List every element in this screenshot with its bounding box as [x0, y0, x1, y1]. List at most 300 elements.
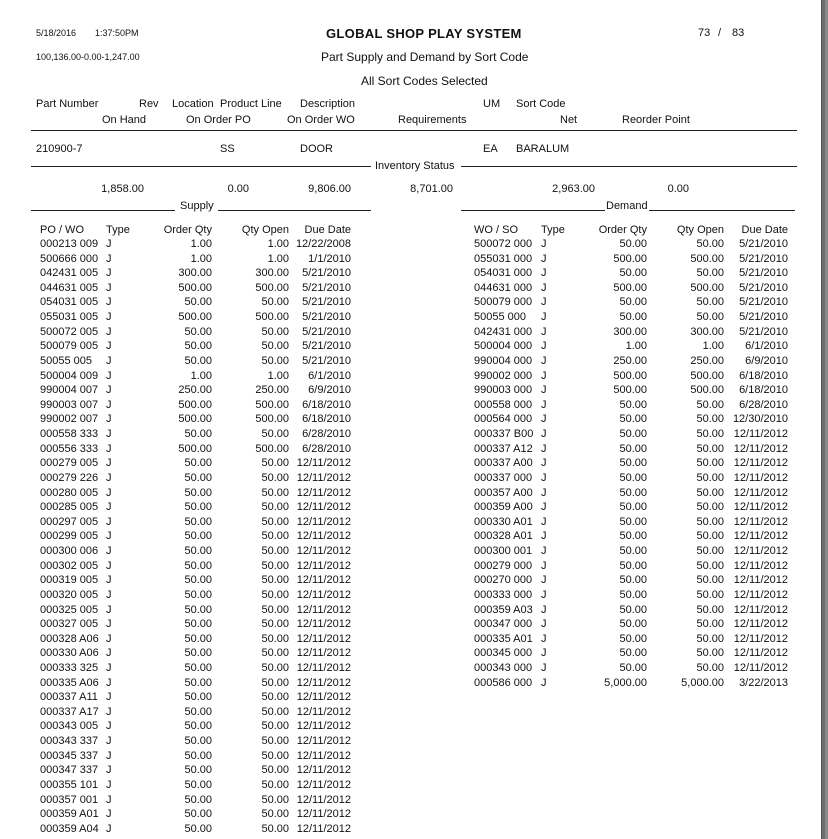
supply-cell-id: 000300 006 [40, 545, 99, 558]
supply-cell-type: J [106, 238, 112, 250]
value-on-hand: 1,858.00 [101, 183, 144, 195]
demand-cell-type: J [541, 471, 547, 484]
supply-cell-id: 000279 005 [40, 457, 99, 470]
supply-cell-type: J [106, 588, 112, 601]
demand-cell-id: 000345 000 [474, 647, 533, 660]
supply-cell-id: 000357 001 [40, 793, 99, 806]
demand-row [0, 559, 821, 574]
supply-cell-due-date: 6/18/2010 [302, 398, 351, 411]
demand-row [0, 646, 821, 661]
supply-cell-order-qty: 50.00 [184, 340, 212, 353]
supply-cell-due-date: 12/11/2012 [296, 632, 351, 645]
supply-cell-id: 000355 101 [40, 778, 99, 791]
supply-cell-type: J [106, 384, 112, 397]
demand-cell-id: 990003 000 [474, 384, 533, 397]
demand-cell-order-qty: 50.00 [619, 515, 647, 528]
supply-cell-order-qty: 50.00 [184, 296, 212, 309]
supply-cell-id: 000280 005 [40, 486, 99, 499]
part-description: DOOR [300, 143, 333, 155]
supply-cell-due-date: 12/11/2012 [296, 705, 351, 718]
demand-cell-type: J [541, 676, 547, 689]
supply-cell-id: 000325 005 [40, 603, 99, 616]
demand-cell-order-qty: 50.00 [619, 530, 647, 543]
supply-cell-id: 000343 005 [40, 720, 99, 733]
demand-cell-qty-open: 50.00 [696, 471, 724, 484]
supply-cell-order-qty: 50.00 [184, 574, 212, 587]
supply-cell-type: J [106, 296, 112, 309]
supply-cell-id: 000213 009 [40, 238, 99, 250]
supply-cell-order-qty: 50.00 [184, 354, 212, 367]
demand-cell-qty-open: 5,000.00 [681, 676, 724, 689]
supply-cell-id: 000279 226 [40, 471, 99, 484]
supply-cell-order-qty: 50.00 [184, 457, 212, 470]
demand-cell-type: J [541, 296, 547, 309]
supply-cell-due-date: 5/21/2010 [302, 281, 351, 294]
supply-cell-order-qty: 50.00 [184, 588, 212, 601]
supply-rule-right [218, 210, 371, 211]
demand-cell-type: J [541, 515, 547, 528]
supply-cell-due-date: 12/11/2012 [296, 647, 351, 660]
demand-cell-qty-open: 1.00 [702, 340, 724, 353]
inventory-status-label: Inventory Status [375, 160, 455, 172]
demand-cell-type: J [541, 267, 547, 280]
demand-cell-due-date: 12/11/2012 [733, 471, 788, 484]
supply-cell-due-date: 12/11/2012 [296, 808, 351, 821]
demand-cell-order-qty: 50.00 [619, 574, 647, 587]
supply-cell-due-date: 12/11/2012 [296, 545, 351, 558]
part-sort-code: BARALUM [516, 143, 570, 155]
supply-cell-order-qty: 300.00 [178, 267, 212, 280]
demand-cell-due-date: 12/11/2012 [733, 428, 788, 441]
supply-cell-due-date: 12/11/2012 [296, 661, 351, 674]
supply-cell-due-date: 5/21/2010 [302, 296, 351, 309]
supply-cell-qty-open: 50.00 [261, 661, 289, 674]
supply-cell-type: J [106, 354, 112, 367]
inventory-status-rule-left [31, 166, 371, 167]
supply-cell-qty-open: 50.00 [261, 574, 289, 587]
col-reorder-point: Reorder Point [622, 114, 690, 126]
supply-cell-type: J [106, 720, 112, 733]
demand-cell-order-qty: 500.00 [613, 281, 647, 294]
supply-cell-qty-open: 50.00 [261, 778, 289, 791]
demand-cell-id: 50055 000 [474, 311, 526, 324]
supply-cell-type: J [106, 486, 112, 499]
supply-cell-due-date: 5/21/2010 [302, 311, 351, 324]
supply-cell-id: 000319 005 [40, 574, 99, 587]
supply-cell-type: J [106, 442, 112, 455]
demand-cell-qty-open: 500.00 [690, 252, 724, 265]
demand-cell-qty-open: 50.00 [696, 296, 724, 309]
supply-cell-type: J [106, 413, 112, 426]
supply-cell-order-qty: 500.00 [178, 311, 212, 324]
demand-cell-type: J [541, 647, 547, 660]
demand-cell-qty-open: 50.00 [696, 661, 724, 674]
supply-cell-order-qty: 50.00 [184, 530, 212, 543]
supply-cell-order-qty: 500.00 [178, 398, 212, 411]
supply-cell-qty-open: 1.00 [267, 252, 289, 265]
demand-header-order-qty: Order Qty [598, 224, 647, 236]
demand-cell-order-qty: 50.00 [619, 647, 647, 660]
demand-cell-order-qty: 500.00 [613, 369, 647, 382]
supply-cell-type: J [106, 501, 112, 514]
supply-cell-due-date: 12/11/2012 [296, 778, 351, 791]
demand-cell-qty-open: 50.00 [696, 486, 724, 499]
demand-label: Demand [606, 200, 648, 212]
header-divider [31, 130, 797, 131]
demand-cell-type: J [541, 588, 547, 601]
demand-cell-order-qty: 50.00 [619, 501, 647, 514]
demand-cell-id: 990002 000 [474, 369, 533, 382]
demand-row [0, 237, 821, 252]
supply-row [0, 734, 821, 749]
selection-text: All Sort Codes Selected [361, 74, 488, 88]
demand-header-due-date: Due Date [741, 224, 788, 236]
supply-cell-qty-open: 50.00 [261, 545, 289, 558]
supply-cell-qty-open: 50.00 [261, 676, 289, 689]
col-part-number: Part Number [36, 98, 99, 110]
demand-row [0, 632, 821, 647]
supply-cell-type: J [106, 735, 112, 748]
demand-cell-order-qty: 50.00 [619, 311, 647, 324]
supply-cell-qty-open: 50.00 [261, 808, 289, 821]
col-on-order-wo: On Order WO [287, 114, 355, 126]
value-requirements: 8,701.00 [410, 183, 453, 195]
supply-cell-id: 042431 005 [40, 267, 99, 280]
supply-cell-id: 055031 005 [40, 311, 99, 324]
demand-cell-due-date: 12/11/2012 [733, 647, 788, 660]
supply-cell-order-qty: 50.00 [184, 325, 212, 338]
supply-cell-qty-open: 250.00 [255, 384, 289, 397]
supply-cell-order-qty: 50.00 [184, 632, 212, 645]
supply-row [0, 778, 821, 793]
demand-cell-qty-open: 300.00 [690, 325, 724, 338]
supply-cell-order-qty: 1.00 [190, 238, 212, 250]
demand-row [0, 603, 821, 618]
demand-cell-due-date: 12/11/2012 [733, 515, 788, 528]
demand-cell-id: 055031 000 [474, 252, 533, 265]
supply-cell-due-date: 1/1/2010 [308, 252, 351, 265]
demand-cell-qty-open: 50.00 [696, 428, 724, 441]
supply-cell-id: 000335 A06 [40, 676, 99, 689]
supply-cell-id: 000347 337 [40, 764, 99, 777]
supply-cell-id: 990002 007 [40, 413, 99, 426]
supply-row [0, 749, 821, 764]
demand-row [0, 486, 821, 501]
demand-rule-left [461, 210, 605, 211]
supply-cell-order-qty: 50.00 [184, 822, 212, 835]
supply-cell-type: J [106, 281, 112, 294]
demand-cell-type: J [541, 325, 547, 338]
supply-cell-qty-open: 500.00 [255, 413, 289, 426]
supply-cell-type: J [106, 749, 112, 762]
supply-cell-order-qty: 1.00 [190, 369, 212, 382]
supply-cell-due-date: 6/28/2010 [302, 428, 351, 441]
demand-cell-due-date: 5/21/2010 [739, 267, 788, 280]
demand-cell-qty-open: 50.00 [696, 588, 724, 601]
supply-cell-due-date: 12/11/2012 [296, 588, 351, 601]
supply-header-order-qty: Order Qty [163, 224, 212, 236]
demand-cell-id: 000586 000 [474, 676, 533, 689]
demand-cell-type: J [541, 398, 547, 411]
supply-cell-due-date: 12/11/2012 [296, 603, 351, 616]
demand-cell-order-qty: 50.00 [619, 588, 647, 601]
supply-cell-due-date: 12/11/2012 [296, 486, 351, 499]
page-separator: / [718, 27, 722, 39]
supply-cell-type: J [106, 676, 112, 689]
supply-cell-type: J [106, 515, 112, 528]
supply-cell-type: J [106, 574, 112, 587]
demand-cell-type: J [541, 413, 547, 426]
demand-row [0, 515, 821, 530]
col-um: UM [483, 98, 501, 110]
supply-cell-due-date: 12/11/2012 [296, 793, 351, 806]
supply-cell-type: J [106, 398, 112, 411]
demand-cell-id: 000357 A00 [474, 486, 533, 499]
supply-cell-due-date: 12/11/2012 [296, 720, 351, 733]
demand-cell-qty-open: 50.00 [696, 238, 724, 250]
page-number: 73 [698, 27, 711, 39]
supply-cell-type: J [106, 778, 112, 791]
supply-cell-order-qty: 50.00 [184, 618, 212, 631]
demand-cell-qty-open: 50.00 [696, 574, 724, 587]
supply-cell-id: 044631 005 [40, 281, 99, 294]
supply-cell-order-qty: 50.00 [184, 764, 212, 777]
demand-cell-type: J [541, 661, 547, 674]
demand-cell-type: J [541, 354, 547, 367]
value-reorder-point: 0.00 [667, 183, 689, 195]
supply-cell-type: J [106, 559, 112, 572]
demand-cell-id: 000333 000 [474, 588, 533, 601]
demand-row [0, 266, 821, 281]
demand-cell-order-qty: 50.00 [619, 296, 647, 309]
supply-cell-qty-open: 50.00 [261, 354, 289, 367]
part-number: 210900-7 [36, 143, 83, 155]
supply-cell-type: J [106, 325, 112, 338]
demand-cell-id: 500072 000 [474, 238, 533, 250]
supply-cell-due-date: 12/11/2012 [296, 515, 351, 528]
supply-cell-id: 500004 009 [40, 369, 99, 382]
demand-cell-due-date: 12/11/2012 [733, 486, 788, 499]
supply-cell-type: J [106, 705, 112, 718]
inventory-status-rule-right [461, 166, 797, 167]
supply-row [0, 807, 821, 822]
supply-cell-qty-open: 50.00 [261, 822, 289, 835]
supply-cell-qty-open: 50.00 [261, 471, 289, 484]
demand-row [0, 456, 821, 471]
supply-header-due-date: Due Date [304, 224, 351, 236]
supply-row [0, 822, 821, 837]
demand-cell-id: 990004 000 [474, 354, 533, 367]
demand-cell-id: 000335 A01 [474, 632, 533, 645]
supply-cell-type: J [106, 530, 112, 543]
demand-cell-due-date: 12/11/2012 [733, 661, 788, 674]
demand-cell-id: 000279 000 [474, 559, 533, 572]
demand-cell-type: J [541, 545, 547, 558]
supply-cell-qty-open: 50.00 [261, 618, 289, 631]
demand-cell-qty-open: 50.00 [696, 267, 724, 280]
supply-cell-order-qty: 1.00 [190, 252, 212, 265]
supply-cell-qty-open: 50.00 [261, 749, 289, 762]
supply-cell-id: 000337 A11 [40, 691, 98, 704]
demand-cell-order-qty: 50.00 [619, 632, 647, 645]
demand-cell-order-qty: 50.00 [619, 486, 647, 499]
demand-cell-due-date: 5/21/2010 [739, 281, 788, 294]
demand-row [0, 412, 821, 427]
demand-row [0, 310, 821, 325]
demand-cell-qty-open: 50.00 [696, 442, 724, 455]
col-location: Location [172, 98, 214, 110]
col-product-line: Product Line [220, 98, 282, 110]
demand-header-type: Type [541, 224, 565, 236]
supply-cell-id: 500072 005 [40, 325, 99, 338]
supply-cell-id: 000285 005 [40, 501, 99, 514]
col-net: Net [560, 114, 578, 126]
demand-cell-qty-open: 50.00 [696, 398, 724, 411]
report-title: Part Supply and Demand by Sort Code [321, 50, 529, 64]
supply-cell-order-qty: 50.00 [184, 603, 212, 616]
supply-cell-qty-open: 50.00 [261, 501, 289, 514]
supply-cell-qty-open: 1.00 [267, 369, 289, 382]
demand-cell-order-qty: 50.00 [619, 398, 647, 411]
supply-cell-order-qty: 50.00 [184, 515, 212, 528]
demand-cell-qty-open: 50.00 [696, 530, 724, 543]
demand-row [0, 471, 821, 486]
demand-cell-order-qty: 50.00 [619, 471, 647, 484]
demand-cell-type: J [541, 457, 547, 470]
demand-cell-type: J [541, 281, 547, 294]
demand-cell-qty-open: 500.00 [690, 369, 724, 382]
supply-cell-id: 000359 A04 [40, 822, 99, 835]
demand-cell-id: 000330 A01 [474, 515, 533, 528]
demand-cell-due-date: 12/11/2012 [733, 457, 788, 470]
demand-cell-qty-open: 500.00 [690, 384, 724, 397]
demand-cell-type: J [541, 384, 547, 397]
supply-cell-qty-open: 50.00 [261, 486, 289, 499]
supply-cell-id: 990003 007 [40, 398, 99, 411]
demand-cell-type: J [541, 559, 547, 572]
supply-cell-qty-open: 50.00 [261, 325, 289, 338]
part-product-line: SS [220, 143, 235, 155]
supply-cell-qty-open: 50.00 [261, 764, 289, 777]
demand-cell-due-date: 12/11/2012 [733, 530, 788, 543]
demand-cell-due-date: 5/21/2010 [739, 325, 788, 338]
demand-header-qty-open: Qty Open [676, 224, 724, 236]
demand-cell-order-qty: 50.00 [619, 559, 647, 572]
demand-cell-order-qty: 50.00 [619, 545, 647, 558]
supply-cell-due-date: 6/28/2010 [302, 442, 351, 455]
supply-cell-id: 000359 A01 [40, 808, 99, 821]
demand-cell-due-date: 6/18/2010 [739, 369, 788, 382]
col-requirements: Requirements [398, 114, 467, 126]
demand-row [0, 442, 821, 457]
supply-cell-type: J [106, 764, 112, 777]
supply-cell-order-qty: 50.00 [184, 501, 212, 514]
supply-cell-due-date: 12/11/2012 [296, 749, 351, 762]
supply-cell-qty-open: 50.00 [261, 720, 289, 733]
demand-cell-order-qty: 50.00 [619, 457, 647, 470]
supply-header-type: Type [106, 224, 130, 236]
supply-cell-qty-open: 300.00 [255, 267, 289, 280]
supply-cell-due-date: 12/11/2012 [296, 822, 351, 835]
supply-cell-type: J [106, 808, 112, 821]
supply-label: Supply [180, 200, 214, 212]
demand-cell-qty-open: 50.00 [696, 618, 724, 631]
demand-cell-id: 000270 000 [474, 574, 533, 587]
supply-cell-order-qty: 50.00 [184, 691, 212, 704]
supply-cell-order-qty: 50.00 [184, 808, 212, 821]
supply-cell-qty-open: 50.00 [261, 647, 289, 660]
supply-cell-due-date: 6/9/2010 [308, 384, 351, 397]
demand-cell-due-date: 5/21/2010 [739, 238, 788, 250]
demand-cell-qty-open: 50.00 [696, 647, 724, 660]
demand-row [0, 354, 821, 369]
supply-cell-type: J [106, 632, 112, 645]
demand-cell-id: 000347 000 [474, 618, 533, 631]
demand-cell-type: J [541, 442, 547, 455]
demand-cell-type: J [541, 428, 547, 441]
supply-cell-type: J [106, 340, 112, 353]
demand-cell-order-qty: 50.00 [619, 238, 647, 250]
demand-cell-type: J [541, 238, 547, 250]
demand-cell-due-date: 12/11/2012 [733, 545, 788, 558]
supply-cell-type: J [106, 822, 112, 835]
supply-cell-due-date: 12/11/2012 [296, 457, 351, 470]
demand-cell-order-qty: 50.00 [619, 413, 647, 426]
supply-header-qty-open: Qty Open [241, 224, 289, 236]
supply-cell-qty-open: 500.00 [255, 398, 289, 411]
supply-cell-order-qty: 250.00 [178, 384, 212, 397]
demand-cell-qty-open: 50.00 [696, 457, 724, 470]
demand-row [0, 588, 821, 603]
demand-cell-order-qty: 50.00 [619, 603, 647, 616]
demand-cell-due-date: 12/11/2012 [733, 632, 788, 645]
demand-cell-id: 000337 B00 [474, 428, 534, 441]
demand-cell-id: 500004 000 [474, 340, 533, 353]
supply-cell-type: J [106, 603, 112, 616]
page-total: 83 [732, 27, 745, 39]
demand-cell-order-qty: 250.00 [613, 354, 647, 367]
supply-cell-order-qty: 500.00 [178, 281, 212, 294]
supply-cell-type: J [106, 457, 112, 470]
supply-cell-order-qty: 50.00 [184, 778, 212, 791]
supply-cell-order-qty: 50.00 [184, 486, 212, 499]
demand-row [0, 369, 821, 384]
supply-cell-qty-open: 50.00 [261, 588, 289, 601]
supply-cell-due-date: 6/18/2010 [302, 413, 351, 426]
supply-cell-id: 000302 005 [40, 559, 99, 572]
demand-cell-due-date: 12/11/2012 [733, 501, 788, 514]
supply-cell-id: 000558 333 [40, 428, 99, 441]
supply-cell-due-date: 12/11/2012 [296, 764, 351, 777]
demand-cell-order-qty: 50.00 [619, 428, 647, 441]
demand-row [0, 398, 821, 413]
supply-cell-qty-open: 50.00 [261, 428, 289, 441]
demand-cell-order-qty: 500.00 [613, 384, 647, 397]
demand-cell-id: 000359 A03 [474, 603, 533, 616]
supply-cell-due-date: 5/21/2010 [302, 267, 351, 280]
demand-cell-qty-open: 250.00 [690, 354, 724, 367]
demand-header-id: WO / SO [474, 224, 518, 236]
demand-cell-due-date: 5/21/2010 [739, 252, 788, 265]
demand-cell-due-date: 5/21/2010 [739, 311, 788, 324]
demand-cell-id: 000558 000 [474, 398, 533, 411]
report-time: 1:37:50PM [95, 28, 139, 38]
demand-cell-due-date: 12/30/2010 [732, 413, 788, 426]
demand-cell-qty-open: 50.00 [696, 603, 724, 616]
demand-cell-id: 500079 000 [474, 296, 533, 309]
demand-cell-due-date: 5/21/2010 [739, 296, 788, 309]
col-sort-code: Sort Code [516, 98, 566, 110]
